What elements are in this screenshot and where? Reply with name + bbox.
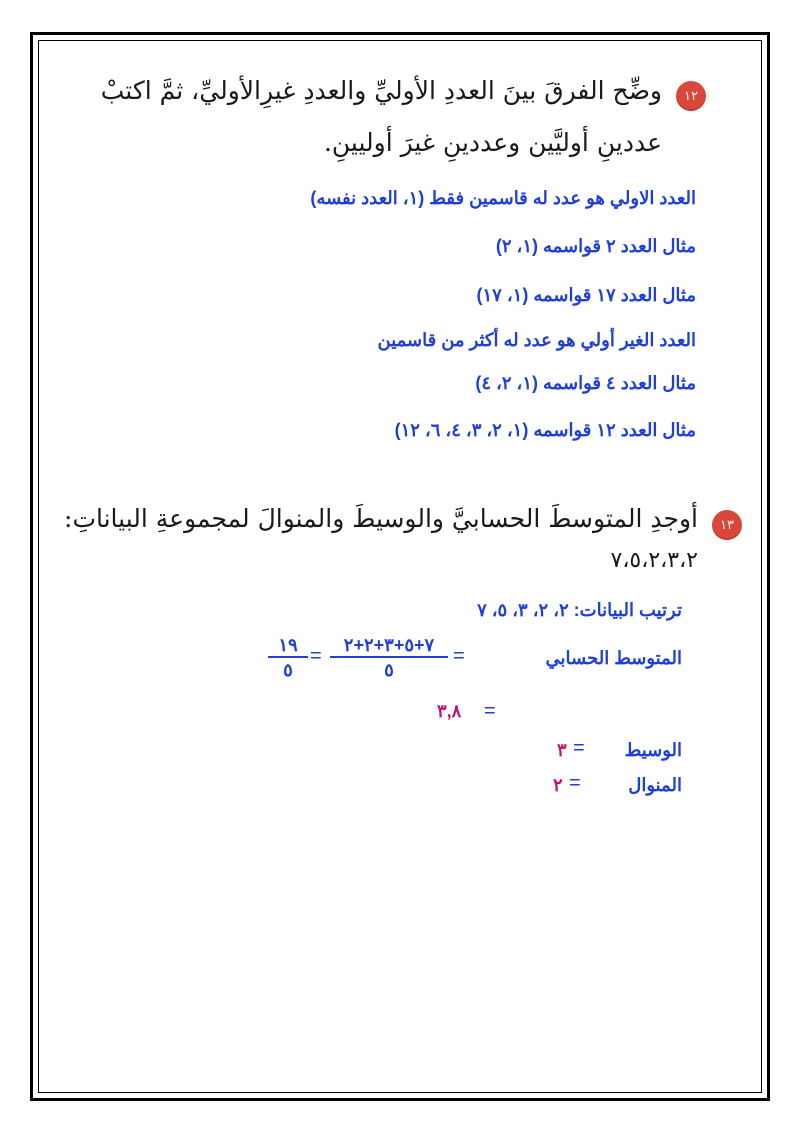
question-13-data: ٧،٥،٢،٣،٢	[610, 548, 698, 573]
mean-sum-numerator: ٧+٥+٣+٢+٢	[330, 634, 448, 658]
question-13-line-1: أوجدِ المتوسطَ الحسابيَّ والوسيطَ والمنوالَ لمجموعةِ البياناتِ:	[64, 504, 698, 533]
mean-equals-3: =	[484, 700, 496, 722]
answer-12-line-4: العدد الغير أولي هو عدد له أكثر من قاسمين	[377, 330, 696, 350]
question-12-line-1: وضِّح الفرقَ بينَ العددِ الأوليِّ والعددِ غيرِالأوليِّ، ثمَّ اكتبْ	[100, 76, 662, 105]
question-13-number: ١٣	[720, 517, 734, 533]
mode-label: المنوال	[628, 775, 682, 795]
question-12-number: ١٢	[684, 88, 698, 104]
mean-label: المتوسط الحسابي	[545, 648, 682, 668]
answer-12-line-3: مثال العدد ١٧ قواسمه (١، ١٧)	[476, 285, 696, 305]
question-13-number-badge	[712, 510, 742, 540]
median-value: ٣	[557, 740, 567, 760]
mode-value: ٢	[553, 775, 563, 795]
mode-equals: =	[569, 772, 581, 794]
question-12-number-badge	[676, 81, 706, 111]
mean-sum-denominator: ٥	[384, 660, 394, 680]
median-label: الوسيط	[624, 740, 682, 760]
answer-12-line-2: مثال العدد ٢ قواسمه (١، ٢)	[495, 236, 696, 256]
answer-12-line-1: العدد الاولي هو عدد له قاسمين فقط (١، العدد نفسه)	[310, 188, 696, 208]
median-equals: =	[573, 737, 585, 759]
mean-decimal-result: ٣,٨	[437, 701, 462, 721]
mean-result-fraction	[268, 634, 308, 682]
mean-result-denominator: ٥	[283, 660, 293, 680]
mean-result-numerator: ١٩	[268, 634, 308, 658]
answer-12-line-5: مثال العدد ٤ قواسمه (١، ٢، ٤)	[475, 373, 696, 393]
mean-sum-fraction	[330, 634, 448, 682]
mean-equals-2: =	[310, 645, 322, 667]
question-12-line-2: عددينِ أوليَّين وعددينِ غيرَ أوليينِ.	[323, 128, 662, 157]
mean-equals-1: =	[453, 645, 465, 667]
data-ordering: ترتيب البيانات: ٢، ٢، ٣، ٥، ٧	[477, 600, 682, 620]
answer-12-line-6: مثال العدد ١٢ قواسمه (١، ٢، ٣، ٤، ٦، ١٢)	[394, 420, 696, 440]
